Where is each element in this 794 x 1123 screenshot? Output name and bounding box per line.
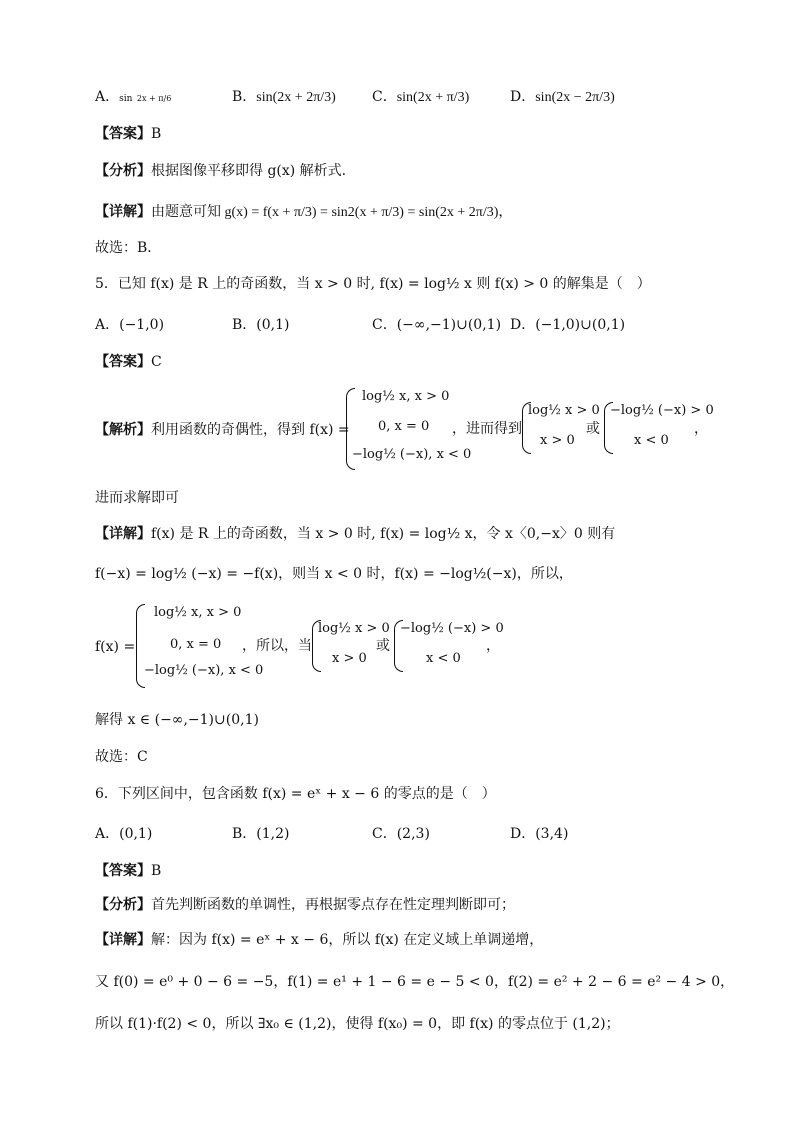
q6-option-d[interactable]: D．(3,4) — [510, 826, 569, 842]
q5-result: 解得 x ∈ (−∞,−1)∪(0,1) — [95, 712, 259, 728]
q5-solution-lead: 【解析】利用函数的奇偶性，得到 f(x) = — [95, 422, 350, 438]
q5-detail-3-lead: f(x) = — [95, 639, 136, 655]
q6-stem: 6．下列区间中，包含函数 f(x) = eˣ + x − 6 的零点的是（ ） — [95, 786, 496, 802]
q5-solution-mid: ，进而得到 — [452, 421, 522, 437]
q5-option-c[interactable]: C．(−∞,−1)∪(0,1) — [372, 317, 502, 333]
q5-system-2-a: −log½ (−x) > 0 — [610, 403, 714, 418]
q5-detail-3-mid: ，所以，当 — [242, 638, 312, 654]
q6-option-b[interactable]: B．(1,2) — [232, 826, 290, 842]
q6-option-c[interactable]: C．(2,3) — [372, 826, 430, 842]
q4-option-a-garbled-expr: 2x + π/6 — [136, 94, 172, 103]
q4-detail: 【详解】由题意可知 g(x) = f(x + π/3) = sin2(x + π/3) = sin(2x + 2π/3)， — [95, 204, 513, 220]
q4-option-a[interactable]: A．sin 2x + π/6 — [95, 89, 172, 105]
q5-detail-piece-1: log½ x, x > 0 — [154, 605, 242, 620]
q4-analysis: 【分析】根据图像平移即得 g(x) 解析式. — [95, 163, 347, 179]
q6-answer: 【答案】B — [95, 863, 162, 879]
q5-detail-2: f(−x) = log½ (−x) = −f(x)，则当 x < 0 时，f(x) = −log½(−x)，所以， — [95, 566, 573, 582]
q5-solution-end: 进而求解即可 — [95, 490, 179, 506]
q5-system-2-b: x < 0 — [634, 433, 669, 448]
q5-stem: 5．已知 f(x) 是 R 上的奇函数，当 x > 0 时, f(x) = log½ x 则 f(x) > 0 的解集是（ ） — [95, 276, 651, 292]
q6-detail-2: 又 f(0) = e⁰ + 0 − 6 = −5，f(1) = e¹ + 1 − 6 = e − 5 < 0，f(2) = e² + 2 − 6 = e² − 4 > 0， — [95, 974, 735, 990]
q5-or-2: 或 — [376, 638, 390, 654]
q5-or-1: 或 — [586, 421, 600, 437]
q4-option-b[interactable]: B．sin(2x + 2π/3) — [232, 89, 336, 105]
q5-detail-system-2-b: x < 0 — [426, 651, 461, 666]
q5-detail-piece-3: −log½ (−x), x < 0 — [144, 663, 264, 678]
q4-answer: 【答案】B — [95, 126, 162, 142]
q6-detail-1: 【详解】解：因为 f(x) = eˣ + x − 6，所以 f(x) 在定义域上单调递增， — [95, 932, 544, 948]
q5-detail-piece-2: 0, x = 0 — [170, 637, 222, 652]
q5-option-d[interactable]: D．(−1,0)∪(0,1) — [510, 317, 626, 333]
q5-detail-1: 【详解】f(x) 是 R 上的奇函数，当 x > 0 时, f(x) = log½ x，令 x〈0,−x〉0 则有 — [95, 526, 616, 542]
q5-option-a[interactable]: A．(−1,0) — [95, 317, 165, 333]
q5-detail-system-1-a: log½ x > 0 — [318, 621, 390, 636]
q5-detail-3-tail: ， — [486, 638, 500, 654]
q6-detail-3: 所以 f(1)·f(2) < 0，所以 ∃x₀ ∈ (1,2)，使得 f(x₀) = 0，即 f(x) 的零点位于 (1,2)； — [95, 1016, 620, 1032]
q6-option-a[interactable]: A．(0,1) — [95, 826, 153, 842]
q5-option-b[interactable]: B．(0,1) — [232, 317, 290, 333]
q6-analysis: 【分析】首先判断函数的单调性，再根据零点存在性定理判断即可； — [95, 897, 515, 913]
q5-detail-system-1-b: x > 0 — [332, 651, 367, 666]
q5-solution-tail: ， — [694, 421, 708, 437]
q5-detail-system-2-a: −log½ (−x) > 0 — [400, 621, 504, 636]
q5-conclusion: 故选：C — [95, 749, 148, 765]
q5-piece-3: −log½ (−x), x < 0 — [352, 447, 472, 462]
q4-option-c[interactable]: C．sin(2x + π/3) — [372, 89, 470, 105]
q5-system-1-b: x > 0 — [540, 433, 575, 448]
q5-piece-2: 0, x = 0 — [378, 419, 430, 434]
q4-conclusion: 故选：B． — [95, 240, 162, 256]
q5-piece-1: log½ x, x > 0 — [362, 389, 450, 404]
q4-option-d[interactable]: D．sin(2x − 2π/3) — [510, 89, 615, 105]
q5-system-1-a: log½ x > 0 — [528, 403, 600, 418]
q5-answer: 【答案】C — [95, 354, 162, 370]
